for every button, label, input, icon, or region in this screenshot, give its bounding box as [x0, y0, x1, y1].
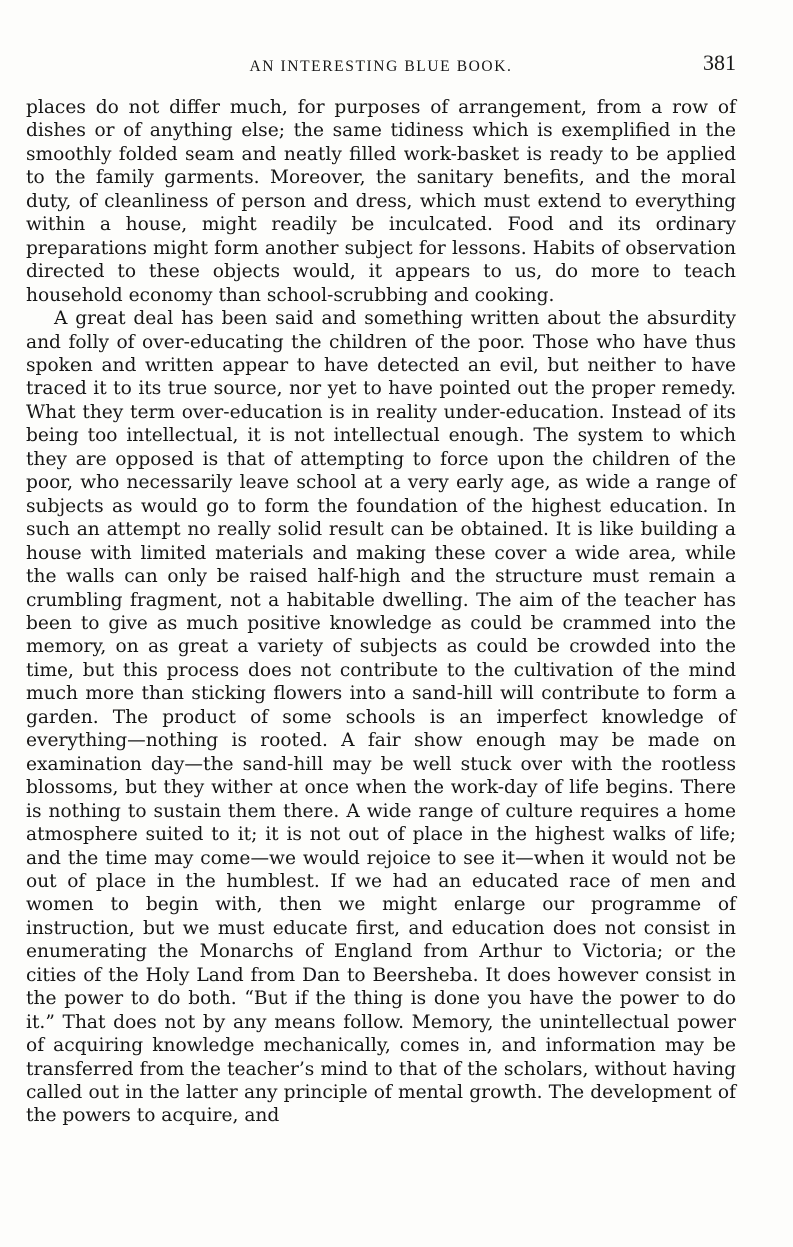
paragraph: A great deal has been said and something written about the absurdity and folly of over-educating the children of the poor. Those who have thus spoken and written appear to have detected an evil, but neither to have traced it to its true source, nor yet to have pointed out the proper remedy. What they term over-education is in reality under-education. Instead of its being too intellectual, it is not intellectual enough. The system to which they are opposed is that of attempting to force upon the children of the poor, who necessarily leave school at a very early age, as wide a range of subjects as would go to form the foundation of the highest education. In such an attempt no really solid result can be obtained. It is like building a house with limited materials and making these cover a wide area, while the walls can only be raised half-high and the structure must remain a crumbling fragment, not a habitable dwelling. The aim of the teacher has been to give as much positive knowledge as could be crammed into the memory, on as great a variety of subjects as could be crowded into the time, but this process does not contribute to the cultivation of the mind much more than sticking flowers into a sand-hill will contribute to form a garden. The product of some schools is an imperfect knowledge of everything—nothing is rooted. A fair show enough may be made on examination day—the sand-hill may be well stuck over with the rootless blossoms, but they wither at once when the work-day of life begins. There is nothing to sustain them there. A wide range of culture requires a home atmosphere suited to it; it is not out of place in the highest walks of life; and the time may come—we would rejoice to see it—when it would not be out of place in the humblest. If we had an educated race of men and women to begin with, then we might enlarge our programme of instruction, but we must educate first, and education does not consist in enumerating the Monarchs of England from Arthur to Victoria; or the cities of the Holy Land from Dan to Beersheba. It does however consist in the power to do both. “But if the thing is done you have the power to do it.” That does not by any means follow. Memory, the unintellectual power of acquiring knowledge mechanically, comes in, and information may be transferred from the teacher’s mind to that of the scholars, without having called out in the latter any principle of mental growth. The development of the powers to acquire, and: [26, 308, 736, 1127]
running-head: [26, 50, 736, 82]
running-title: AN INTERESTING BLUE BOOK.: [249, 58, 513, 75]
body-text: [26, 96, 736, 1128]
page-number: 381: [703, 50, 736, 75]
paragraph: places do not differ much, for purposes of arrangement, from a row of dishes or of anything else; the same tidiness which is exemplified in the smoothly folded seam and neatly filled work-basket is ready to be applied to the family garments. Moreover, the sanitary benefits, and the moral duty, of cleanliness of person and dress, which must extend to everything within a house, might readily be inculcated. Food and its ordinary preparations might form another subject for lessons. Habits of observation directed to these objects would, it appears to us, do more to teach household economy than school-scrubbing and cooking.: [26, 97, 736, 306]
